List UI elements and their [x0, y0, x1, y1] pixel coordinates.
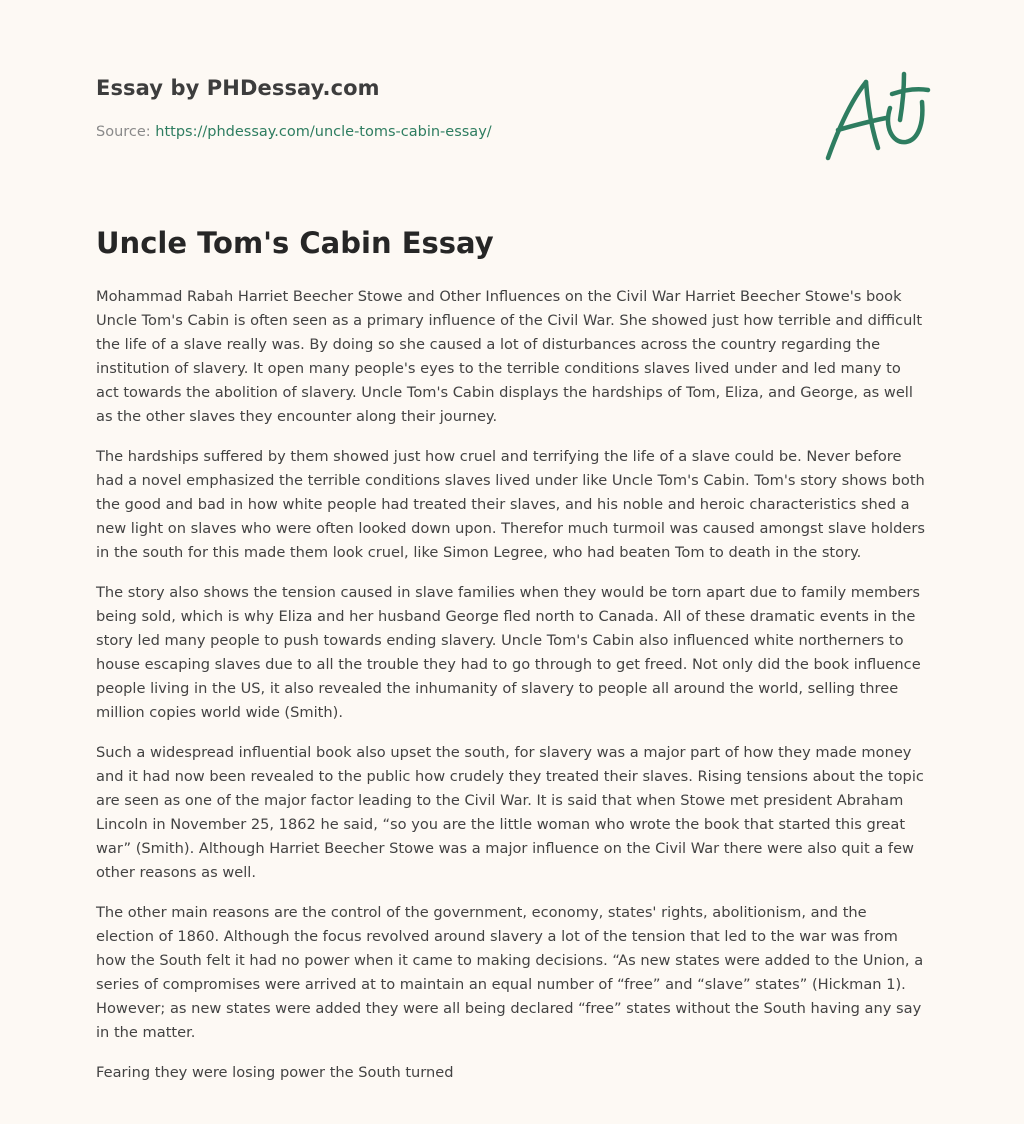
essay-body: [96, 285, 928, 1101]
essay-paragraph: Fearing they were losing power the South turned: [96, 1064, 454, 1081]
essay-paragraph: Such a widespread influential book also upset the south, for slavery was a major part of how they made money and it had now been revealed to the public how crudely they treated their slaves. Rising tensions about the topic are seen as one of the major factor leading to the Civil War. It is said that when Stowe met president Abraham Lincoln in November 25, 1862 he said, “so you are the little woman who wrote the book that started this great war” (Smith). Although Harriet Beecher Stowe was a major influence on the Civil War there were also quit a few other reasons as well.: [96, 744, 924, 881]
source-link[interactable]: https://phdessay.com/uncle-toms-cabin-essay/: [155, 124, 492, 140]
essay-paragraph: The other main reasons are the control of the government, economy, states' rights, abolitionism, and the election of 1860. Although the focus revolved around slavery a lot of the tension that led to the war was from how the South felt it had no power when it came to making decisions. “As new states were added to the Union, a series of compromises were arrived at to maintain an equal number of “free” and “slave” states” (Hickman 1). However; as new states were added they were all being declared “free” states without the South having any say in the matter.: [96, 904, 924, 1041]
essay-paragraph: The story also shows the tension caused in slave families when they would be torn apart due to family members being sold, which is why Eliza and her husband George fled north to Canada. All of these dramatic events in the story led many people to push towards ending slavery. Uncle Tom's Cabin also influenced white northerners to house escaping slaves due to all the trouble they had to go through to get freed. Not only did the book influence people living in the US, it also revealed the inhumanity of slavery to people all around the world, selling three million copies world wide (Smith).: [96, 584, 921, 721]
essay-title: Uncle Tom's Cabin Essay: [96, 226, 494, 260]
essay-paragraph: Mohammad Rabah Harriet Beecher Stowe and Other Influences on the Civil War Harriet Beecher Stowe's book Uncle Tom's Cabin is often seen as a primary influence of the Civil War. She showed just how terrible and difficult the life of a slave really was. By doing so she caused a lot of disturbances across the country regarding the institution of slavery. It open many people's eyes to the terrible conditions slaves lived under and led many to act towards the abolition of slavery. Uncle Tom's Cabin displays the hardships of Tom, Eliza, and George, as well as the other slaves they encounter along their journey.: [96, 288, 923, 425]
site-brand: Essay by PHDessay.com: [96, 76, 380, 100]
source-label: Source:: [96, 124, 151, 140]
a-plus-logo-icon: [820, 68, 932, 168]
essay-paragraph: The hardships suffered by them showed just how cruel and terrifying the life of a slave could be. Never before had a novel emphasized the terrible conditions slaves lived under like Uncle Tom's Cabin. Tom's story shows both the good and bad in how white people had treated their slaves, and his noble and heroic characteristics shed a new light on slaves who were often looked down upon. Therefor much turmoil was caused amongst slave holders in the south for this made them look cruel, like Simon Legree, who had beaten Tom to death in the story.: [96, 448, 925, 561]
source-line: [96, 124, 492, 140]
